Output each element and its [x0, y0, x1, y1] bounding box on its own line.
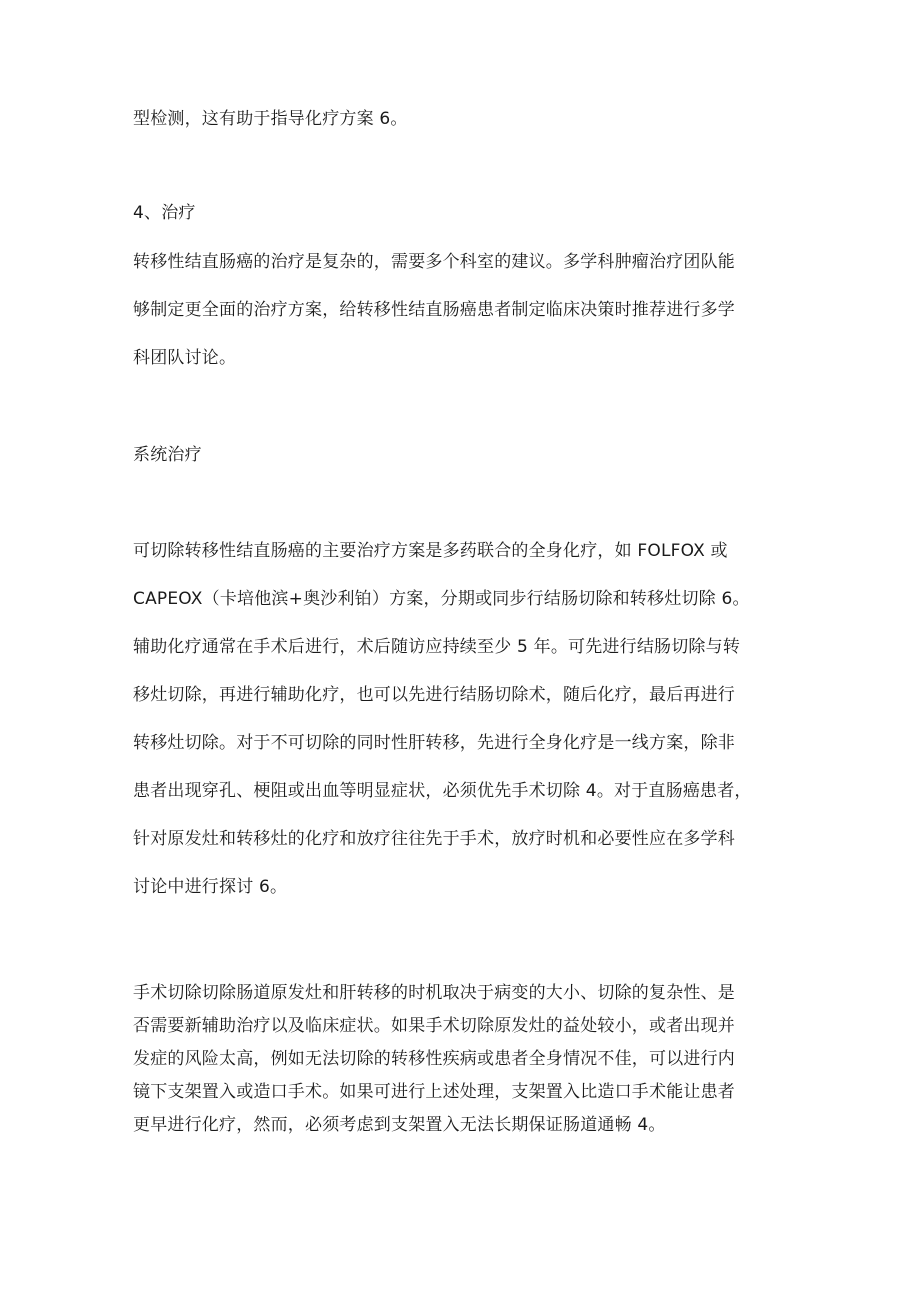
systemic-therapy-paragraph: 可切除转移性结直肠癌的主要治疗方案是多药联合的全身化疗，如 FOLFOX 或 CAPEOX（卡培他滨+奥沙利铂）方案，分期或同步行结肠切除和转移灶切除 6。 辅助化疗通常在手术后进行，术后随访应持续至少 5 年。可先进行结肠切除与转 移灶切除，再进行辅助化疗，也可以先进行结肠切除术，随后化疗，最后再进行 转移灶切除。对于不可切除的同时性肝转移，先进行全身化疗是一线方案，除非 患者出现穿孔、梗阻或出血等明显症状，必须优先手术切除 4。对于直肠癌患者， 针对原发灶和转移灶的化疗和放疗往往先于手术，放疗时机和必要性应在多学科 讨论中进行探讨 6。 — [133, 541, 752, 897]
treatment-paragraph: 转移性结直肠癌的治疗是复杂的，需要多个科室的建议。多学科肿瘤治疗团队能 够制定更全面的治疗方案，给转移性结直肠癌患者制定临床决策时推荐进行多学 科团队讨论。 — [133, 252, 735, 368]
surgery-paragraph: 手术切除切除肠道原发灶和肝转移的时机取决于病变的大小、切除的复杂性、是 否需要新辅助治疗以及临床症状。如果手术切除原发灶的益处较小，或者出现并 发症的风险太高，例如无法切除的转移性疾病或患者全身情况不佳，可以进行内 镜下支架置入或造口手术。如果可进行上述处理，支架置入比造口手术能让患者 更早进行化疗，然而，必须考虑到支架置入无法长期保证肠道通畅 4。 — [133, 983, 735, 1135]
section-heading-systemic-therapy: 系统治疗 — [133, 445, 202, 465]
section-heading-treatment: 4、治疗 — [133, 203, 196, 223]
intro-paragraph: 型检测，这有助于指导化疗方案 6。 — [133, 109, 408, 129]
